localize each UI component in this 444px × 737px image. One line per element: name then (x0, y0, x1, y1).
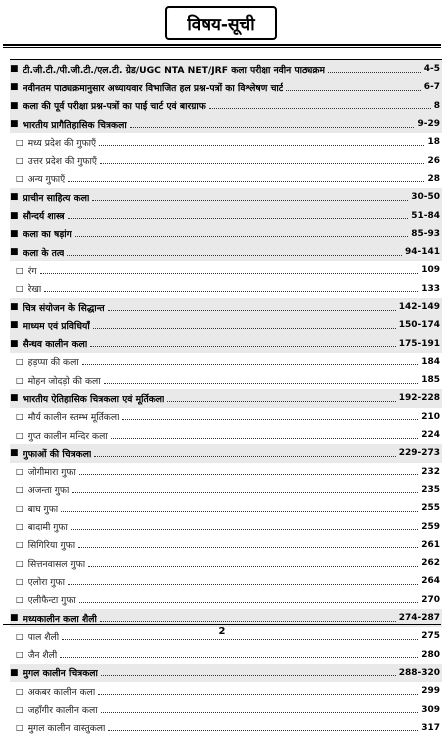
dot-leader (67, 255, 402, 256)
toc-entry-page: 259 (421, 521, 440, 532)
toc-entry-title: रेखा (27, 284, 42, 296)
dot-leader (82, 364, 418, 365)
toc-subtopic-row (10, 151, 442, 169)
toc-chapter-row (10, 316, 442, 334)
dot-leader (88, 566, 418, 567)
black-square-bullet-icon: ■ (10, 393, 19, 404)
dot-leader (93, 328, 396, 329)
dot-leader (101, 712, 419, 713)
toc-chapter-row (10, 59, 442, 78)
toc-entry-title: सिगिरिया गुफा (27, 540, 76, 552)
toc-entry-title: सित्तनवासल गुफा (27, 558, 86, 570)
dot-leader (122, 419, 418, 420)
black-square-bullet-icon: ■ (10, 210, 19, 221)
dot-leader (75, 236, 408, 237)
hollow-square-bullet-icon: □ (16, 430, 24, 440)
toc-subtopic-row (10, 280, 442, 298)
dot-leader (100, 163, 424, 164)
toc-entry-page: 299 (421, 686, 440, 697)
black-square-bullet-icon: ■ (10, 667, 19, 678)
toc-entry-title: मुगल कालीन चित्रकला (22, 668, 98, 680)
toc-entry-title: प्राचीन साहित्य कला (22, 192, 90, 204)
toc-entry-page: 224 (421, 430, 440, 441)
toc-subtopic-row (10, 591, 442, 609)
toc-entry-page: 175-191 (398, 338, 440, 349)
footer-rule (3, 624, 441, 625)
toc-entry-page: 94-141 (404, 247, 440, 258)
dot-leader (167, 401, 395, 402)
toc-subtopic-row (10, 170, 442, 188)
toc-entry-page: 133 (421, 283, 440, 294)
dot-leader (100, 621, 396, 622)
dot-leader (328, 72, 421, 73)
toc-entry-title: मध्यकालीन कला शैली (22, 613, 97, 625)
title-rule (3, 44, 441, 46)
dot-leader (78, 547, 418, 548)
toc-entry-page: 232 (421, 466, 440, 477)
toc-entry-title: मौर्य कालीन स्तम्भ मूर्तिकला (27, 412, 120, 424)
hollow-square-bullet-icon: □ (16, 576, 24, 586)
dot-leader (94, 456, 395, 457)
toc-subtopic-row (10, 554, 442, 572)
toc-subtopic-row (10, 426, 442, 444)
toc-entry-page: 280 (421, 649, 440, 660)
toc-entry-title: जहाँगीर कालीन कला (27, 705, 98, 717)
dot-leader (40, 273, 419, 274)
hollow-square-bullet-icon: □ (16, 156, 24, 166)
toc-entry-page: 274-287 (398, 613, 440, 624)
toc-entry-page: 288-320 (398, 667, 440, 678)
toc-entry-title: जैन शैली (27, 650, 58, 662)
toc-entry-title: मुगल कालीन वास्तुकला (27, 723, 106, 735)
toc-chapter-row (10, 389, 442, 407)
hollow-square-bullet-icon: □ (16, 503, 24, 513)
hollow-square-bullet-icon: □ (16, 375, 24, 385)
toc-subtopic-row (10, 700, 442, 718)
toc-entry-page: 317 (421, 722, 440, 733)
toc-entry-title: रंग (27, 265, 37, 277)
toc-entry-page: 261 (421, 539, 440, 550)
dot-leader (99, 145, 424, 146)
toc-entry-page: 51-84 (411, 210, 440, 221)
toc-subtopic-row (10, 371, 442, 389)
toc-chapter-row (10, 298, 442, 316)
toc-subtopic-row (10, 646, 442, 664)
toc-entry-title: टी.जी.टी./पी.जी.टी./एल.टी. ग्रेड/UGC NTA NET/JRF कला परीक्षा नवीन पाठ्यक्रम (22, 64, 325, 76)
hollow-square-bullet-icon: □ (16, 137, 24, 147)
hollow-square-bullet-icon: □ (16, 723, 24, 733)
dot-leader (44, 291, 418, 292)
toc-entry-title: नवीनतम पाठ्यक्रमानुसार अध्यायवार विभाजित हल प्रश्न-पत्रों का विश्लेषण चार्ट (22, 82, 284, 94)
hollow-square-bullet-icon: □ (16, 540, 24, 550)
dot-leader (72, 492, 418, 493)
toc-chapter-row (10, 225, 442, 243)
dot-leader (68, 181, 424, 182)
hollow-square-bullet-icon: □ (16, 485, 24, 495)
toc-entry-page: 255 (421, 503, 440, 514)
toc-entry-title: गुप्त कालीन मन्दिर कला (27, 430, 108, 442)
toc-subtopic-row (10, 133, 442, 151)
toc-entry-page: 309 (421, 704, 440, 715)
toc-entry-page: 150-174 (398, 320, 440, 331)
hollow-square-bullet-icon: □ (16, 686, 24, 696)
toc-chapter-row (10, 188, 442, 206)
toc-chapter-row (10, 243, 442, 261)
toc-subtopic-row (10, 682, 442, 700)
dot-leader (104, 383, 419, 384)
toc-chapter-row (10, 664, 442, 682)
dot-leader (71, 529, 418, 530)
dot-leader (79, 602, 418, 603)
black-square-bullet-icon: ■ (10, 82, 19, 93)
toc-entry-title: जोगीमारा गुफा (27, 467, 76, 479)
toc-entry-title: सौन्दर्य शास्त्र (22, 211, 65, 223)
title-header (0, 0, 444, 46)
toc-entry-title: गुफाओं की चित्रकला (22, 448, 92, 460)
toc-entry-page: 185 (421, 375, 440, 386)
page-number: 2 (218, 626, 226, 637)
dot-leader (79, 474, 418, 475)
toc-subtopic-row (10, 261, 442, 279)
dot-leader (130, 127, 415, 128)
toc-entry-page: 6-7 (423, 82, 440, 93)
toc-entry-page: 4-5 (423, 64, 440, 75)
toc-entry-page: 142-149 (398, 302, 440, 312)
hollow-square-bullet-icon: □ (16, 631, 24, 641)
toc-entry-title: मोहन जोदड़ो की कला (27, 375, 101, 387)
black-square-bullet-icon: ■ (10, 320, 19, 331)
toc-entry-title: कला के तत्व (22, 247, 65, 259)
black-square-bullet-icon: ■ (10, 228, 19, 239)
toc-subtopic-row (10, 536, 442, 554)
black-square-bullet-icon: ■ (10, 302, 19, 312)
hollow-square-bullet-icon: □ (16, 467, 24, 477)
hollow-square-bullet-icon: □ (16, 357, 24, 367)
dot-leader (98, 694, 418, 695)
toc-entry-title: एलीफैन्टा गुफा (27, 595, 76, 607)
dot-leader (286, 90, 420, 91)
toc-entry-title: कला का षड़ांग (22, 229, 72, 241)
hollow-square-bullet-icon: □ (16, 650, 24, 660)
dot-leader (90, 346, 395, 347)
toc-entry-title: भारतीय ऐतिहासिक चित्रकला एवं मूर्तिकला (22, 393, 165, 405)
toc-entry-title: बाघ गुफा (27, 503, 59, 515)
toc-entry-title: कला की पूर्व परीक्षा प्रश्न-पत्रों का पाई चार्ट एवं बारग्राफ (22, 101, 206, 113)
hollow-square-bullet-icon: □ (16, 265, 24, 275)
hollow-square-bullet-icon: □ (16, 558, 24, 568)
toc-entry-page: 264 (421, 576, 440, 587)
black-square-bullet-icon: ■ (10, 100, 19, 111)
dot-leader (108, 310, 396, 311)
toc-subtopic-row (10, 719, 442, 737)
black-square-bullet-icon: ■ (10, 64, 19, 75)
toc-chapter-row (10, 444, 442, 462)
black-square-bullet-icon: ■ (10, 119, 19, 130)
title-rule-thin (3, 47, 441, 48)
toc-entry-title: अन्य गुफाएँ (27, 174, 66, 186)
toc-entry-page: 30-50 (411, 192, 440, 203)
toc-entry-page: 275 (421, 631, 440, 642)
toc-entry-title: अकबर कालीन कला (27, 686, 96, 698)
dot-leader (101, 675, 396, 676)
toc-subtopic-row (10, 408, 442, 426)
toc-subtopic-row (10, 353, 442, 371)
black-square-bullet-icon: ■ (10, 613, 19, 624)
toc-chapter-row (10, 97, 442, 115)
toc-entry-page: 18 (427, 137, 440, 148)
toc-subtopic-row (10, 572, 442, 590)
toc-entry-page: 262 (421, 558, 440, 569)
hollow-square-bullet-icon: □ (16, 284, 24, 294)
dot-leader (209, 108, 431, 109)
toc-subtopic-row (10, 499, 442, 517)
toc-entry-page: 184 (421, 356, 440, 367)
toc-entry-title: माध्यम एवं प्रविधियाँ (22, 320, 90, 332)
hollow-square-bullet-icon: □ (16, 522, 24, 532)
toc-entry-title: मध्य प्रदेश की गुफाएँ (27, 137, 97, 149)
dot-leader (61, 511, 418, 512)
dot-leader (60, 657, 418, 658)
hollow-square-bullet-icon: □ (16, 595, 24, 605)
toc-subtopic-row (10, 517, 442, 535)
toc-entry-title: भारतीय प्रागैतिहासिक चित्रकला (22, 119, 127, 131)
toc-subtopic-row (10, 463, 442, 481)
toc-entry-title: बादामी गुफा (27, 522, 68, 534)
toc-entry-title: उत्तर प्रदेश की गुफाएँ (27, 156, 97, 168)
toc-entry-page: 235 (421, 484, 440, 495)
dot-leader (111, 438, 418, 439)
toc-entry-page: 109 (421, 265, 440, 276)
toc-chapter-row (10, 334, 442, 352)
dot-leader (108, 730, 418, 731)
toc-entry-title: चित्र संयोजन के सिद्धान्त (22, 302, 105, 314)
dot-leader (92, 200, 408, 201)
toc-entry-title: अजन्ता गुफा (27, 485, 70, 497)
toc-entry-title: पाल शैली (27, 631, 60, 643)
black-square-bullet-icon: ■ (10, 448, 19, 459)
hollow-square-bullet-icon: □ (16, 705, 24, 715)
toc-chapter-row (10, 206, 442, 224)
toc-entry-title: हड़प्पा की कला (27, 357, 79, 369)
dot-leader (68, 584, 418, 585)
toc-entry-page: 85-93 (411, 228, 440, 239)
hollow-square-bullet-icon: □ (16, 174, 24, 184)
toc-entry-page: 9-29 (417, 119, 440, 130)
toc-entry-page: 229-273 (398, 448, 440, 459)
page-title: विषय-सूची (165, 6, 277, 40)
dot-leader (68, 218, 409, 219)
toc-entry-page: 26 (427, 155, 440, 166)
black-square-bullet-icon: ■ (10, 247, 19, 258)
black-square-bullet-icon: ■ (10, 338, 19, 349)
toc-entry-page: 192-228 (398, 393, 440, 404)
toc-entry-page: 210 (421, 411, 440, 422)
toc-entry-title: सैन्धव कालीन कला (22, 339, 88, 351)
toc-chapter-row (10, 115, 442, 133)
toc-entry-title: एलोरा गुफा (27, 576, 65, 588)
toc-entry-page: 8 (433, 100, 440, 111)
toc-subtopic-row (10, 481, 442, 499)
toc-entry-page: 270 (421, 594, 440, 605)
black-square-bullet-icon: ■ (10, 192, 19, 203)
toc-chapter-row (10, 78, 442, 96)
toc-entry-page: 28 (427, 173, 440, 184)
hollow-square-bullet-icon: □ (16, 412, 24, 422)
